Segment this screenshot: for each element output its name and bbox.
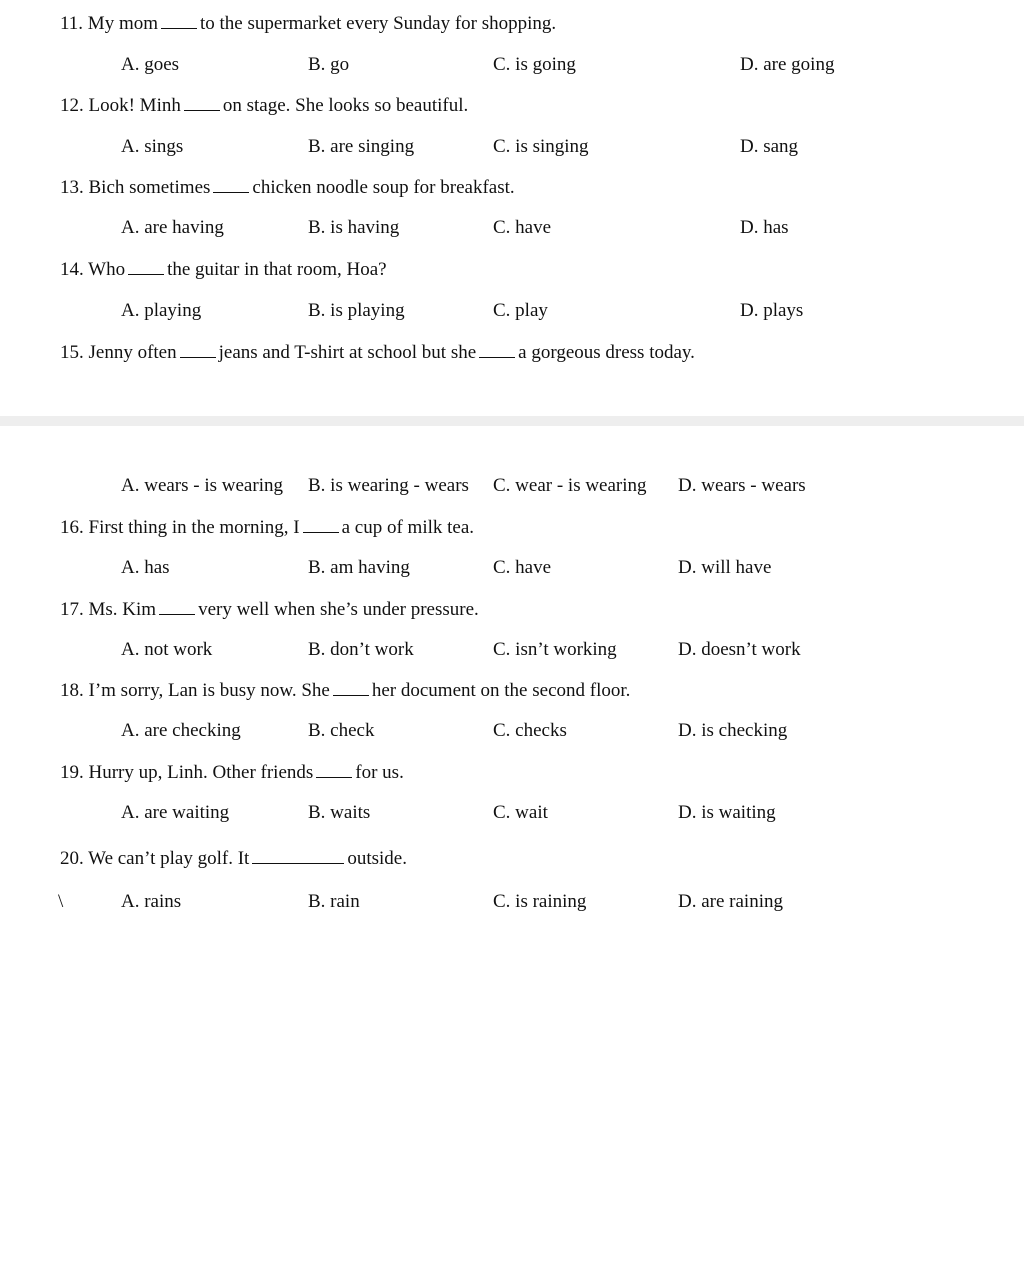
option-d: D. sang bbox=[740, 136, 799, 157]
option-a: A. sings bbox=[121, 136, 184, 157]
option-a: A. goes bbox=[121, 54, 180, 75]
option-b: B. is playing bbox=[308, 300, 405, 321]
answer-blank bbox=[128, 257, 164, 275]
option-b: B. is wearing - wears bbox=[308, 475, 469, 496]
answer-blank bbox=[213, 175, 249, 193]
question-16: 16. First thing in the morning, I a cup of milk tea. bbox=[60, 517, 475, 538]
answer-blank bbox=[316, 760, 352, 778]
option-b: B. is having bbox=[308, 217, 400, 238]
option-a: A. are waiting bbox=[121, 802, 230, 823]
option-d: D. doesn’t work bbox=[678, 639, 801, 660]
option-a: A. not work bbox=[121, 639, 213, 660]
answer-blank bbox=[184, 93, 220, 111]
page-break bbox=[0, 416, 1024, 426]
option-d: D. are raining bbox=[678, 891, 783, 912]
option-c: C. is going bbox=[493, 54, 576, 75]
option-b: B. rain bbox=[308, 891, 360, 912]
answer-blank bbox=[333, 678, 369, 696]
answer-blank bbox=[479, 340, 515, 358]
question-19: 19. Hurry up, Linh. Other friends for us. bbox=[60, 762, 404, 783]
option-b: B. am having bbox=[308, 557, 410, 578]
answer-blank bbox=[159, 597, 195, 615]
option-a: A. are having bbox=[121, 217, 224, 238]
option-b: B. are singing bbox=[308, 136, 415, 157]
option-c: C. wear - is wearing bbox=[493, 475, 647, 496]
option-c: C. isn’t working bbox=[493, 639, 617, 660]
stray-backslash-mark: \ bbox=[58, 891, 64, 912]
option-b: B. check bbox=[308, 720, 375, 741]
question-14: 14. Who the guitar in that room, Hoa? bbox=[60, 259, 387, 280]
option-b: B. don’t work bbox=[308, 639, 414, 660]
answer-blank bbox=[161, 11, 197, 29]
question-20: 20. We can’t play golf. It outside. bbox=[60, 848, 407, 869]
question-17: 17. Ms. Kim very well when she’s under pressure. bbox=[60, 599, 479, 620]
option-a: A. are checking bbox=[121, 720, 241, 741]
option-a: A. rains bbox=[121, 891, 182, 912]
option-d: D. is checking bbox=[678, 720, 788, 741]
option-c: C. is raining bbox=[493, 891, 587, 912]
option-a: A. wears - is wearing bbox=[121, 475, 283, 496]
option-d: D. are going bbox=[740, 54, 835, 75]
option-b: B. go bbox=[308, 54, 350, 75]
option-d: D. has bbox=[740, 217, 789, 238]
question-12: 12. Look! Minh on stage. She looks so beautiful. bbox=[60, 95, 469, 116]
option-d: D. will have bbox=[678, 557, 772, 578]
answer-blank bbox=[180, 340, 216, 358]
answer-blank bbox=[252, 846, 344, 864]
option-a: A. has bbox=[121, 557, 170, 578]
option-c: C. have bbox=[493, 217, 552, 238]
question-11: 11. My mom to the supermarket every Sunday for shopping. bbox=[60, 13, 557, 34]
option-b: B. waits bbox=[308, 802, 371, 823]
answer-blank bbox=[303, 515, 339, 533]
question-15: 15. Jenny often jeans and T-shirt at school but she a gorgeous dress today. bbox=[60, 342, 695, 363]
question-18: 18. I’m sorry, Lan is busy now. She her document on the second floor. bbox=[60, 680, 631, 701]
question-13: 13. Bich sometimes chicken noodle soup for breakfast. bbox=[60, 177, 515, 198]
option-c: C. is singing bbox=[493, 136, 589, 157]
option-c: C. wait bbox=[493, 802, 548, 823]
option-d: D. is waiting bbox=[678, 802, 776, 823]
option-c: C. have bbox=[493, 557, 552, 578]
option-c: C. checks bbox=[493, 720, 567, 741]
option-d: D. plays bbox=[740, 300, 804, 321]
option-c: C. play bbox=[493, 300, 548, 321]
option-d: D. wears - wears bbox=[678, 475, 806, 496]
option-a: A. playing bbox=[121, 300, 202, 321]
